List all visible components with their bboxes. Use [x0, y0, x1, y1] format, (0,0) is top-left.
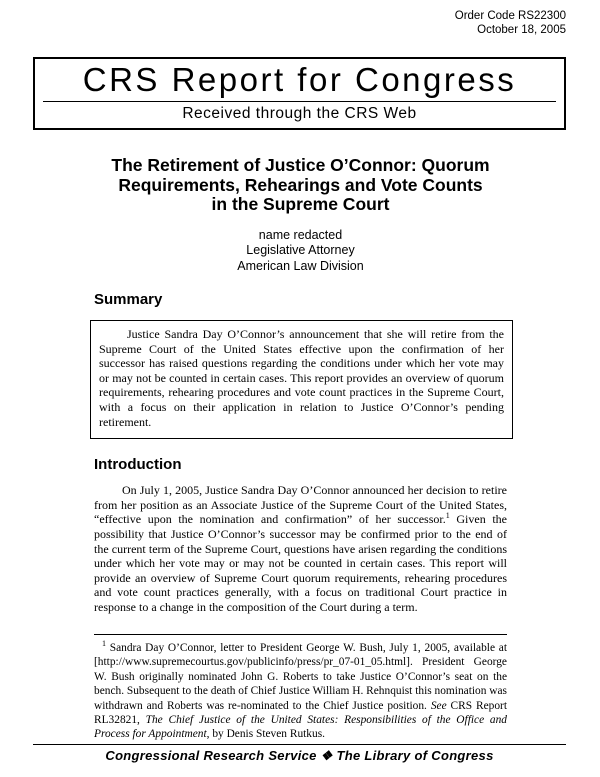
report-title-line-2: Requirements, Rehearings and Vote Counts [118, 174, 483, 195]
crs-masthead [33, 57, 566, 130]
footnote-1 [94, 641, 507, 742]
document-meta [455, 9, 566, 37]
introduction-paragraph [94, 483, 507, 614]
footnote-area [94, 634, 507, 742]
summary-heading: Summary [94, 291, 163, 308]
order-code: Order Code RS22300 [454, 10, 566, 22]
author-division: American Law Division [237, 258, 364, 273]
summary-paragraph: Justice Sandra Day O’Connor’s announcement that she will retire from the Supreme Court of the United States effective upon the confirmation of her successor has raised questions regarding the conditions under which her vote may or may not be counted in certain cases. This report provides an overview of quorum requirements, rehearing procedures and vote count practices in the Supreme Court, with a focus on their application in relation to Justice O’Connor’s pending retirement. [99, 327, 504, 429]
author-role: Legislative Attorney [246, 243, 355, 257]
masthead-subtitle: Received through the CRS Web [182, 105, 417, 122]
summary-box [90, 320, 513, 439]
footnote-text-2: CRS Report RL32821, [94, 699, 508, 727]
page-footer [33, 744, 566, 764]
content-column [94, 156, 507, 615]
report-title-line-3: in the Supreme Court [211, 194, 390, 214]
footnote-see-label: See [430, 699, 447, 712]
footnote-text-3: , by Denis Steven Rutkus. [206, 728, 325, 741]
report-title-line-1: The Retirement of Justice O’Connor: Quorum [111, 155, 490, 175]
footnote-text-1: Sandra Day O’Connor, letter to President George W. Bush, July 1, 2005, available at [http://www.supremecourtus.gov/publicinfo/press/pr_07-01_05.html]. President George W. Bush originally nominated John G. Roberts to take Justice O’Connor’s seat on the bench. Subsequent to the death of Chief Justice William H. Rehnquist this nomination was withdrawn and Roberts was re-nominated to the Chief Justice position. [94, 642, 507, 712]
document-date: October 18, 2005 [477, 24, 566, 36]
masthead-title: CRS Report for Congress [82, 61, 517, 98]
footnote-separator [94, 634, 507, 635]
footer-text: Congressional Research Service ❖ The Library of Congress [105, 748, 494, 763]
introduction-heading: Introduction [94, 456, 182, 474]
footnote-reference: 1 [445, 511, 450, 521]
author-name: name redacted [258, 227, 343, 242]
introduction-text-after-ref: Given the possibility that Justice O’Connor’s successor may be confirmed prior to the end of the current term of the Supreme Court, questions have arisen regarding the conditions under which her vote may or may not be counted in certain cases. This report will provide an overview of Supreme Court quorum requirements, rehearing procedures and vote count practices generally, with a focus on traditional Court practice in response to a change in the composition of the Court during a term. [94, 512, 507, 614]
byline [94, 228, 507, 275]
footnote-cited-title: The Chief Justice of the United States: Responsibilities of the Office and Process for Appointment [94, 714, 507, 741]
footnote-marker: 1 [102, 639, 106, 649]
introduction-text-before-ref: On July 1, 2005, Justice Sandra Day O’Connor announced her decision to retire from her position as an Associate Justice of the Supreme Court of the United States, “effective upon the nomination and confirmation” of her successor. [94, 483, 507, 527]
report-title [94, 156, 507, 215]
